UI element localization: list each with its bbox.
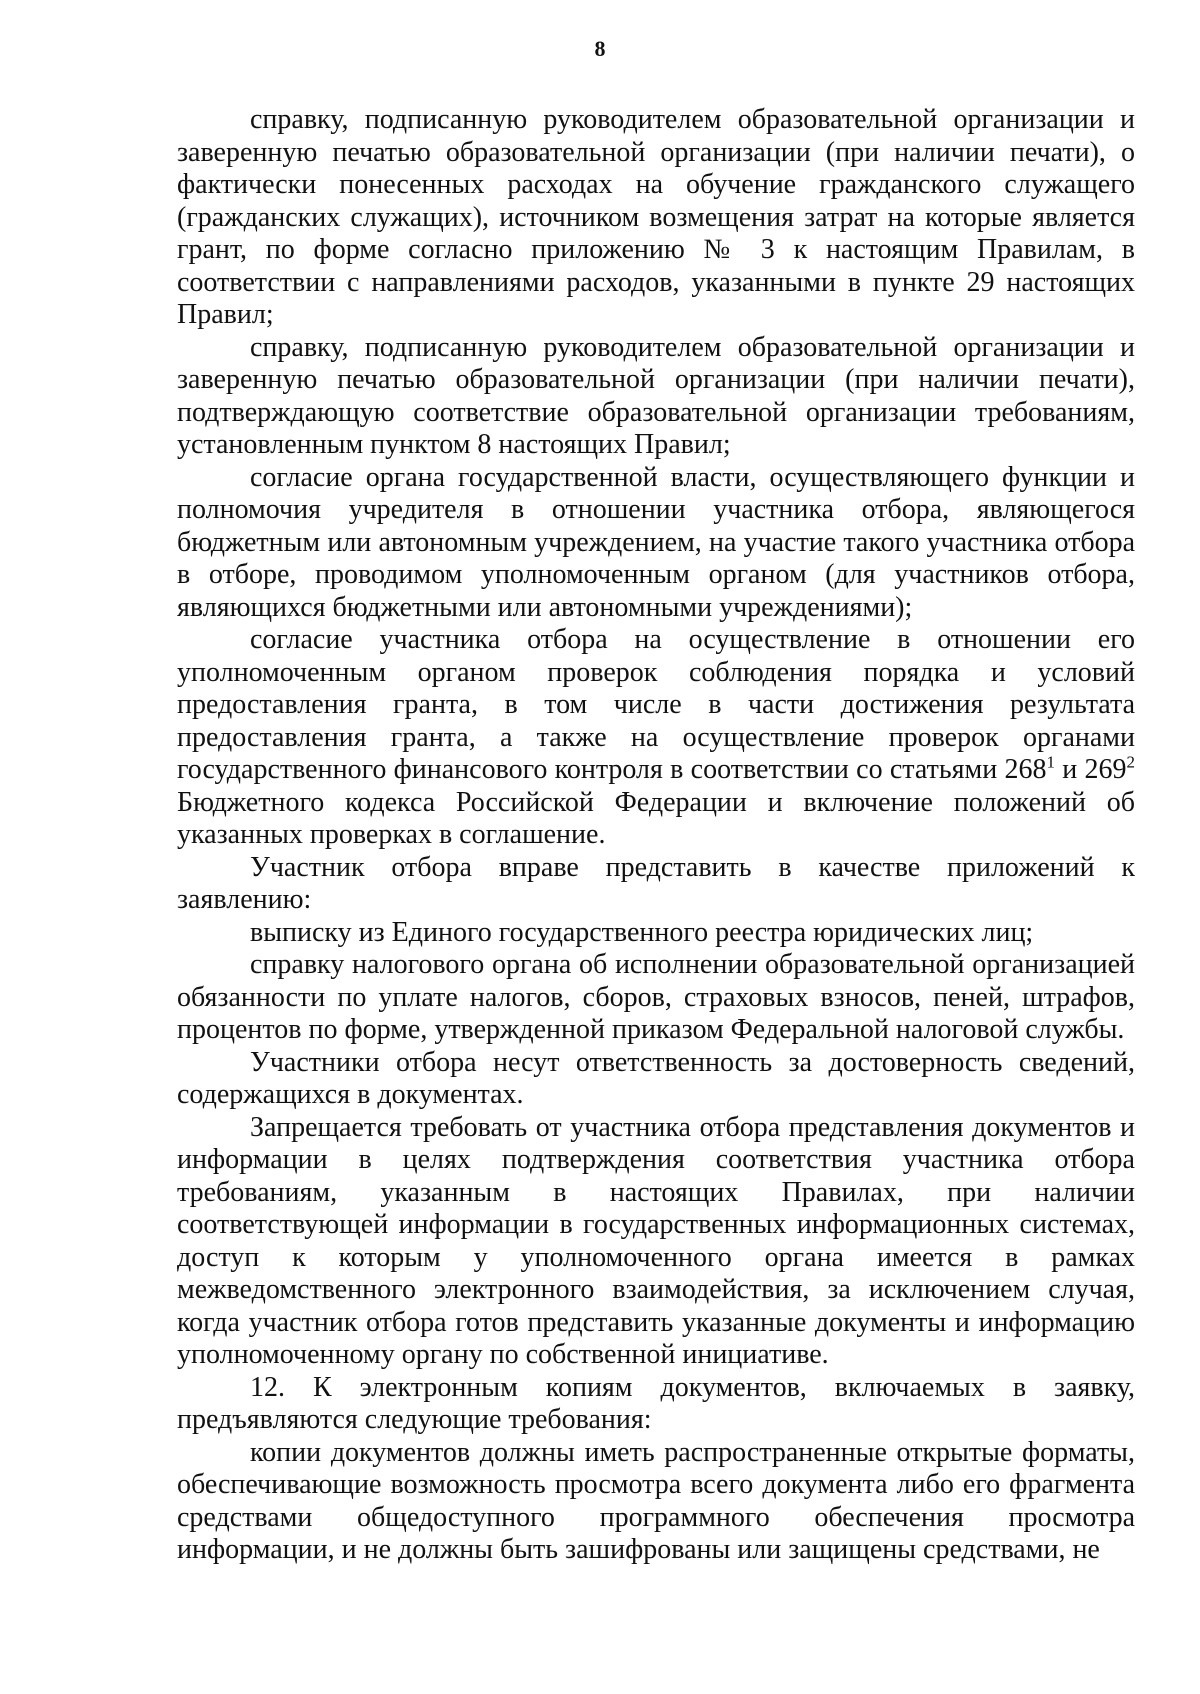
superscript: 2 bbox=[1126, 752, 1135, 772]
paragraph-certificate-expenses: справку, подписанную руководителем образовательной организации и заверенную печатью образовательной организации (при наличии печати), о фактически понесенных расходах на обучение гражданского служащего (гражданских служащих), источником возмещения затрат на которые является грант, по форме согласно приложению № 3 к настоящим Правилам, в соответствии с направлениями расходов, указанными в пункте 29 настоящих Правил; bbox=[177, 104, 1135, 330]
paragraph-optional-attachments: Участник отбора вправе представить в качестве приложений к заявлению: bbox=[177, 851, 1135, 915]
paragraph-certificate-compliance: справку, подписанную руководителем образовательной организации и заверенную печатью образовательной организации (при наличии печати), подтверждающую соответствие образовательной организации требованиям, установленным пунктом 8 настоящих Правил; bbox=[177, 331, 1135, 460]
paragraph-registry-extract: выписку из Единого государственного реестра юридических лиц; bbox=[250, 916, 1034, 948]
paragraph-participant-consent bbox=[177, 624, 1135, 852]
text-fragment: согласие участника отбора на осуществление в отношении его уполномоченным органом проверок соблюдения порядка и условий предоставления гранта, в том числе в части достижения результата предоставления гранта, а также на осуществление проверок органами государственного финансового контроля в соответствии со статьями 268 bbox=[177, 624, 1135, 785]
page-number: 8 bbox=[594, 36, 606, 61]
superscript: 1 bbox=[1046, 752, 1055, 772]
paragraph-prohibition: Запрещается требовать от участника отбора представления документов и информации в целях подтверждения соответствия участника отбора требованиям, указанным в настоящих Правилах, при наличии соответствующей информации в государственных информационных системах, доступ к которым у уполномоченного органа имеется в рамках межведомственного электронного взаимодействия, за исключением случая, когда участник отбора готов представить указанные документы и информацию уполномоченному органу по собственной инициативе. bbox=[177, 1111, 1135, 1370]
paragraph-tax-certificate: справку налогового органа об исполнении образовательной организацией обязанности по уплате налогов, сборов, страховых взносов, пеней, штрафов, процентов по форме, утвержденной приказом Федеральной налоговой службы. bbox=[177, 949, 1135, 1045]
paragraph-responsibility: Участники отбора несут ответственность за достоверность сведений, содержащихся в документах. bbox=[177, 1046, 1135, 1110]
text-fragment: Бюджетного кодекса Российской Федерации и включение положений об указанных проверках в соглашение. bbox=[177, 786, 1135, 850]
paragraph-copy-formats: копии документов должны иметь распространенные открытые форматы, обеспечивающие возможность просмотра всего документа либо его фрагмента средствами общедоступного программного обеспечения просмотра информации, и не должны быть зашифрованы или защищены средствами, не bbox=[177, 1436, 1135, 1565]
paragraph-item-12: 12. К электронным копиям документов, включаемых в заявку, предъявляются следующие требования: bbox=[177, 1371, 1135, 1435]
paragraph-founder-consent: согласие органа государственной власти, осуществляющего функции и полномочия учредителя в отношении участника отбора, являющегося бюджетным или автономным учреждением, на участие такого участника отбора в отборе, проводимом уполномоченным органом (для участников отбора, являющихся бюджетными или автономными учреждениями); bbox=[177, 461, 1135, 623]
text-fragment: и 269 bbox=[1054, 754, 1127, 785]
document-body bbox=[177, 104, 1135, 1567]
